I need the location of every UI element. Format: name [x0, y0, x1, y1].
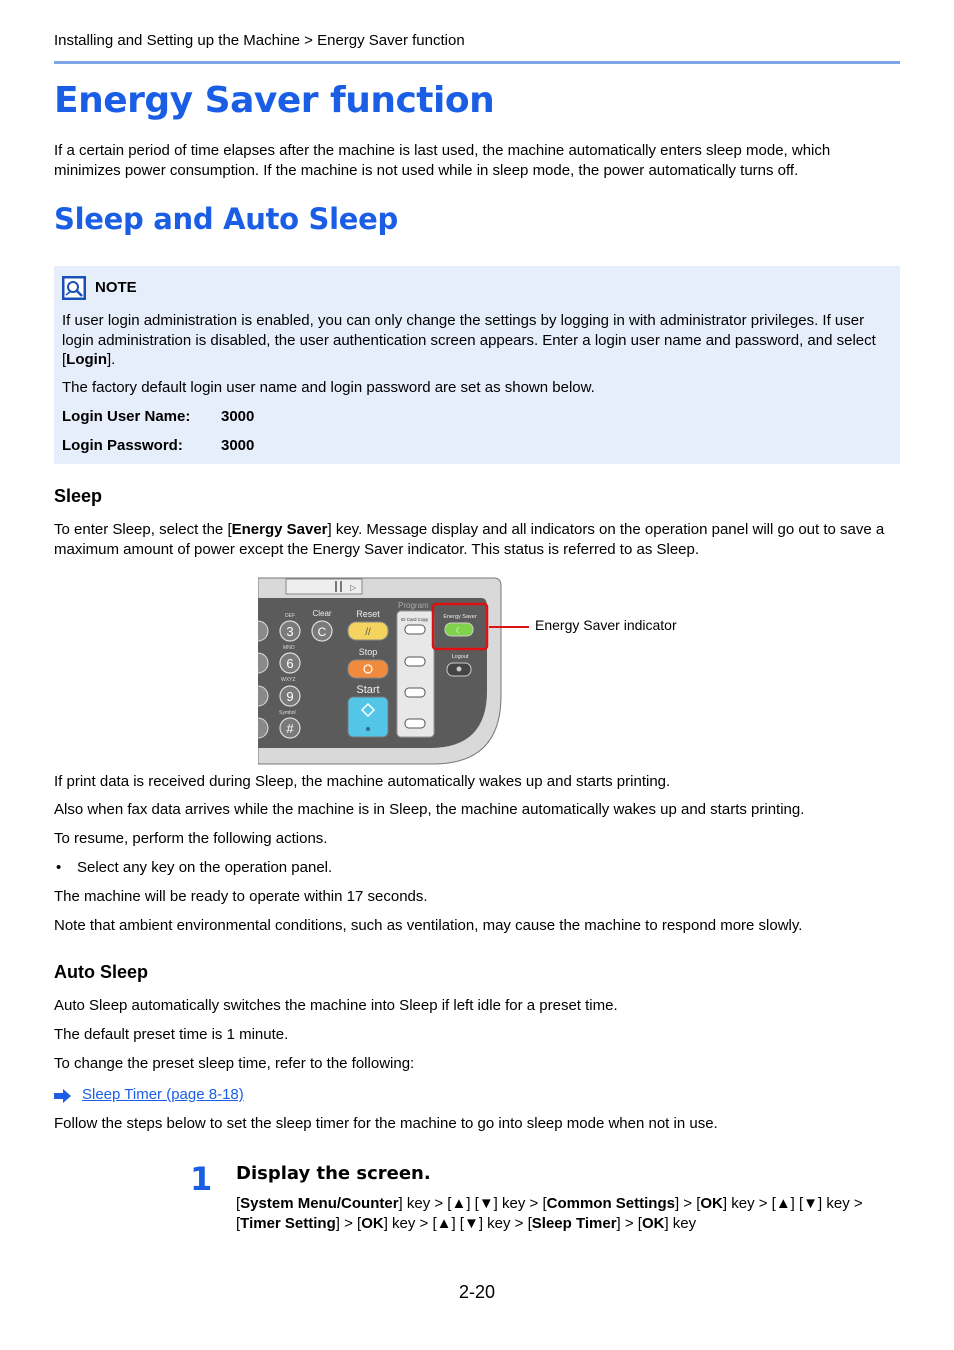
note-title: NOTE [95, 279, 137, 296]
svg-text:☾: ☾ [455, 626, 463, 635]
svg-text:Program: Program [398, 601, 429, 610]
svg-text:ID Card Copy: ID Card Copy [401, 617, 429, 622]
note-icon [62, 276, 86, 300]
svg-text:9: 9 [286, 689, 294, 704]
sleep-paragraph-ready: The machine will be ready to operate within 17 seconds. [54, 888, 428, 905]
sleep-paragraph-fax: Also when fax data arrives while the machine is in Sleep, the machine automatically wakes up and starts printing. [54, 801, 805, 818]
program-key-4[interactable] [405, 719, 425, 728]
auto-sleep-refer: To change the preset sleep time, refer to the following: [54, 1055, 415, 1072]
bullet-dot: • [56, 859, 62, 876]
sleep-paragraph-print: If print data is received during Sleep, the machine automatically wakes up and starts printing. [54, 773, 671, 790]
svg-text:Logout: Logout [451, 654, 469, 660]
note-paragraph-defaults: The factory default login user name and login password are set as shown below. [62, 379, 595, 396]
login-user-label: Login User Name: [62, 408, 191, 425]
page-number: 2-20 [458, 1282, 496, 1302]
step-instructions: [System Menu/Counter] key > [▲] [▼] key > [Common Settings] > [OK] key > [▲] [▼] key > [Timer Setting] > [OK] key > [▲] [▼] key > [Sleep Timer] > [OK] key [236, 1195, 863, 1232]
page-title: Energy Saver function [54, 80, 495, 121]
svg-text:Stop: Stop [358, 647, 378, 657]
svg-text:6: 6 [286, 656, 294, 671]
login-user-value: 3000 [221, 408, 255, 425]
program-key-1[interactable] [405, 625, 425, 634]
svg-text:▷: ▷ [350, 583, 357, 592]
program-key-3[interactable] [405, 688, 425, 697]
svg-text:Reset: Reset [356, 609, 380, 619]
sleep-timer-link[interactable]: Sleep Timer (page 8-18) [82, 1086, 244, 1103]
login-password-label: Login Password: [62, 437, 183, 454]
stop-key[interactable] [348, 660, 388, 678]
svg-text:Symbol: Symbol [279, 710, 296, 716]
header-rule [54, 61, 900, 64]
step-number: 1 [190, 1160, 213, 1198]
auto-sleep-steps-intro: Follow the steps below to set the sleep timer for the machine to go into sleep mode when not in use. [54, 1115, 718, 1132]
svg-text:Energy Saver: Energy Saver [443, 614, 477, 620]
auto-sleep-heading: Auto Sleep [54, 962, 149, 982]
breadcrumb: Installing and Setting up the Machine > Energy Saver function [54, 32, 465, 49]
sleep-paragraph-resume: To resume, perform the following actions. [54, 830, 328, 847]
callout-line [489, 626, 529, 628]
energy-saver-callout: Energy Saver indicator [535, 617, 677, 633]
svg-text:Clear: Clear [312, 609, 332, 618]
svg-text:3: 3 [286, 624, 294, 639]
note-paragraph: If user login administration is enabled, you can only change the settings by logging in with administrator privileges. If user login administration is disabled, the user authentication screen appears. Enter a login user name and password, and select [Login]. [62, 312, 876, 368]
sleep-paragraph: To enter Sleep, select the [Energy Saver] key. Message display and all indicators on the operation panel will go out to save a maximum amount of power except the Energy Saver indicator. This status is referred to as Sleep. [54, 521, 885, 558]
sleep-paragraph-ambient: Note that ambient environmental conditions, such as ventilation, may cause the machine to respond more slowly. [54, 917, 803, 934]
bullet-item: Select any key on the operation panel. [77, 859, 333, 876]
operation-panel-figure [258, 576, 502, 766]
svg-text:#: # [286, 721, 294, 736]
section-title: Sleep and Auto Sleep [54, 202, 398, 236]
key-label-def: DEF [285, 613, 295, 619]
sleep-heading: Sleep [54, 486, 103, 506]
auto-sleep-default: The default preset time is 1 minute. [54, 1026, 289, 1043]
link-arrow-icon [54, 1089, 72, 1108]
auto-sleep-paragraph: Auto Sleep automatically switches the machine into Sleep if left idle for a preset time. [54, 997, 618, 1014]
svg-text:C: C [317, 625, 327, 639]
svg-text:WXYZ: WXYZ [281, 677, 296, 683]
program-key-2[interactable] [405, 657, 425, 666]
svg-text:MNO: MNO [283, 645, 295, 651]
intro-paragraph: If a certain period of time elapses after the machine is last used, the machine automatically enters sleep mode, which minimizes power consumption. If the machine is not used while in sleep mode, the power automatically turns off. [54, 142, 831, 179]
svg-text:Start: Start [356, 684, 380, 696]
step-title: Display the screen. [236, 1163, 431, 1184]
login-password-value: 3000 [221, 437, 255, 454]
svg-text://: // [365, 627, 371, 638]
